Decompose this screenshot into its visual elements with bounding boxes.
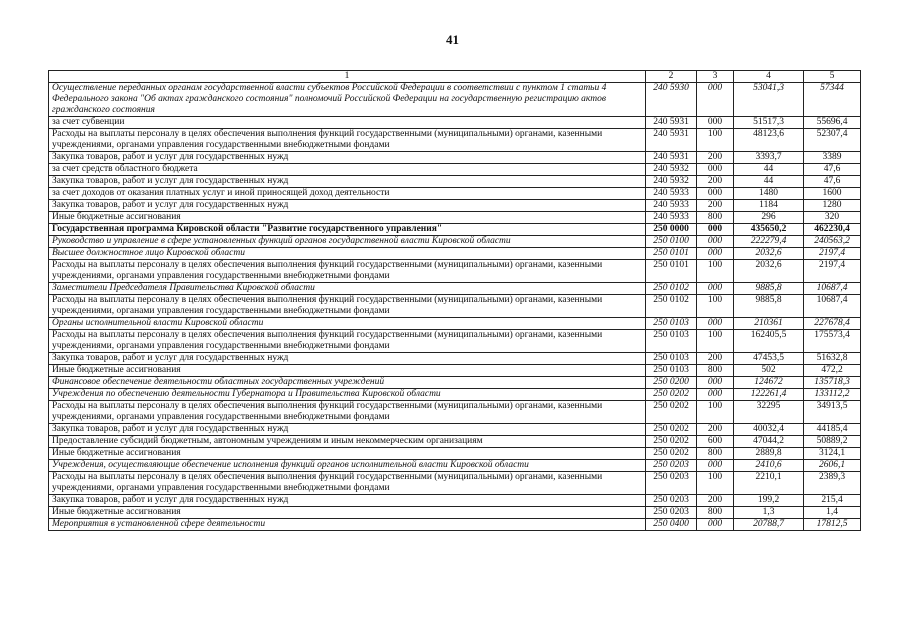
- row-value-2013: 1,3: [734, 507, 804, 519]
- row-code: 240 5931: [646, 152, 697, 164]
- table-row: [49, 129, 861, 152]
- row-value-2013: 199,2: [734, 495, 804, 507]
- table-row: [49, 248, 861, 260]
- row-kind: 600: [697, 436, 734, 448]
- row-code: 250 0100: [646, 236, 697, 248]
- row-name: Мероприятия в установленной сфере деятельности: [49, 519, 646, 531]
- row-code: 240 5933: [646, 200, 697, 212]
- row-value-2014: 10687,4: [804, 295, 861, 318]
- row-value-2014: 135718,3: [804, 377, 861, 389]
- row-kind: 000: [697, 117, 734, 129]
- row-value-2014: 175573,4: [804, 330, 861, 353]
- row-kind: 200: [697, 200, 734, 212]
- row-value-2014: 133112,2: [804, 389, 861, 401]
- table-row: [49, 224, 861, 236]
- row-value-2013: 222279,4: [734, 236, 804, 248]
- row-name: Осуществление переданных органам государственной власти субъектов Российской Федерации в соответствии с пунктом 1 статьи 4 Федерального закона "Об актах гражданского состояния" полномочий Российской Федерации на государственную регистрацию актов гражданского состояния: [49, 83, 646, 117]
- row-value-2014: 17812,5: [804, 519, 861, 531]
- row-kind: 100: [697, 129, 734, 152]
- row-name: Закупка товаров, работ и услуг для государственных нужд: [49, 176, 646, 188]
- header-col-2: 2: [646, 71, 697, 83]
- row-code: 250 0203: [646, 495, 697, 507]
- row-name: Расходы на выплаты персоналу в целях обеспечения выполнения функций государственными (муниципальными) органами, казенными учреждениями, органами управления государственными внебюджетными фондами: [49, 260, 646, 283]
- row-name: Расходы на выплаты персоналу в целях обеспечения выполнения функций государственными (муниципальными) органами, казенными учреждениями, органами управления государственными внебюджетными фондами: [49, 330, 646, 353]
- row-value-2014: 2389,3: [804, 472, 861, 495]
- row-code: 250 0000: [646, 224, 697, 236]
- row-code: 250 0202: [646, 424, 697, 436]
- row-value-2013: 47453,5: [734, 353, 804, 365]
- row-kind: 100: [697, 472, 734, 495]
- row-kind: 000: [697, 519, 734, 531]
- row-kind: 000: [697, 236, 734, 248]
- row-value-2014: 47,6: [804, 164, 861, 176]
- row-kind: 200: [697, 176, 734, 188]
- row-value-2013: 2889,8: [734, 448, 804, 460]
- header-col-3: 3: [697, 71, 734, 83]
- row-code: 250 0102: [646, 283, 697, 295]
- row-value-2013: 2210,1: [734, 472, 804, 495]
- table-body: [49, 83, 861, 531]
- row-value-2014: 44185,4: [804, 424, 861, 436]
- row-name: Закупка товаров, работ и услуг для государственных нужд: [49, 200, 646, 212]
- row-name: Заместители Председателя Правительства Кировской области: [49, 283, 646, 295]
- row-kind: 200: [697, 424, 734, 436]
- row-kind: 800: [697, 448, 734, 460]
- table-row: [49, 212, 861, 224]
- row-kind: 100: [697, 260, 734, 283]
- row-kind: 800: [697, 507, 734, 519]
- table-header-row: [49, 71, 861, 83]
- row-name: Высшее должностное лицо Кировской области: [49, 248, 646, 260]
- row-name: Закупка товаров, работ и услуг для государственных нужд: [49, 152, 646, 164]
- row-code: 240 5931: [646, 129, 697, 152]
- table-row: [49, 495, 861, 507]
- row-code: 250 0203: [646, 472, 697, 495]
- row-name: Закупка товаров, работ и услуг для государственных нужд: [49, 495, 646, 507]
- table-row: [49, 152, 861, 164]
- row-value-2014: 227678,4: [804, 318, 861, 330]
- table-row: [49, 295, 861, 318]
- row-value-2014: 1600: [804, 188, 861, 200]
- row-kind: 800: [697, 365, 734, 377]
- row-name: Органы исполнительной власти Кировской области: [49, 318, 646, 330]
- table-row: [49, 424, 861, 436]
- header-col-4: 4: [734, 71, 804, 83]
- row-code: 240 5932: [646, 164, 697, 176]
- row-kind: 800: [697, 212, 734, 224]
- row-name: Иные бюджетные ассигнования: [49, 212, 646, 224]
- row-name: Иные бюджетные ассигнования: [49, 507, 646, 519]
- row-value-2013: 210361: [734, 318, 804, 330]
- row-kind: 100: [697, 330, 734, 353]
- row-code: 250 0202: [646, 448, 697, 460]
- table-row: [49, 200, 861, 212]
- budget-table: [48, 70, 861, 531]
- row-value-2013: 9885,8: [734, 283, 804, 295]
- row-code: 250 0103: [646, 353, 697, 365]
- table-row: [49, 260, 861, 283]
- row-value-2014: 462230,4: [804, 224, 861, 236]
- row-code: 250 0400: [646, 519, 697, 531]
- row-name: Расходы на выплаты персоналу в целях обеспечения выполнения функций государственными (муниципальными) органами, казенными учреждениями, органами управления государственными внебюджетными фондами: [49, 401, 646, 424]
- row-value-2013: 3393,7: [734, 152, 804, 164]
- table-row: [49, 236, 861, 248]
- table-row: [49, 519, 861, 531]
- row-name: Расходы на выплаты персоналу в целях обеспечения выполнения функций государственными (муниципальными) органами, казенными учреждениями, органами управления государственными внебюджетными фондами: [49, 129, 646, 152]
- row-value-2013: 9885,8: [734, 295, 804, 318]
- row-kind: 000: [697, 164, 734, 176]
- row-kind: 000: [697, 389, 734, 401]
- row-kind: 100: [697, 401, 734, 424]
- row-code: 240 5932: [646, 176, 697, 188]
- row-value-2014: 34913,5: [804, 401, 861, 424]
- row-value-2013: 20788,7: [734, 519, 804, 531]
- row-code: 250 0102: [646, 295, 697, 318]
- row-value-2013: 122261,4: [734, 389, 804, 401]
- row-value-2013: 32295: [734, 401, 804, 424]
- row-kind: 200: [697, 152, 734, 164]
- row-value-2013: 2410,6: [734, 460, 804, 472]
- row-value-2013: 1480: [734, 188, 804, 200]
- row-name: Закупка товаров, работ и услуг для государственных нужд: [49, 424, 646, 436]
- row-name: Иные бюджетные ассигнования: [49, 365, 646, 377]
- row-value-2014: 51632,8: [804, 353, 861, 365]
- row-value-2013: 2032,6: [734, 248, 804, 260]
- row-kind: 000: [697, 248, 734, 260]
- header-col-5: 5: [804, 71, 861, 83]
- row-value-2013: 162405,5: [734, 330, 804, 353]
- row-code: 240 5933: [646, 212, 697, 224]
- table-row: [49, 448, 861, 460]
- row-kind: 100: [697, 295, 734, 318]
- row-name: за счет доходов от оказания платных услуг и иной приносящей доход деятельности: [49, 188, 646, 200]
- table-row: [49, 389, 861, 401]
- row-value-2013: 2032,6: [734, 260, 804, 283]
- row-name: Расходы на выплаты персоналу в целях обеспечения выполнения функций государственными (муниципальными) органами, казенными учреждениями, органами управления государственными внебюджетными фондами: [49, 472, 646, 495]
- row-kind: 200: [697, 353, 734, 365]
- row-kind: 000: [697, 318, 734, 330]
- row-value-2013: 47044,2: [734, 436, 804, 448]
- row-code: 250 0103: [646, 330, 697, 353]
- row-name: Учреждения, осуществляющие обеспечение исполнения функций органов исполнительной власти Кировской области: [49, 460, 646, 472]
- row-code: 250 0103: [646, 365, 697, 377]
- table-row: [49, 176, 861, 188]
- row-code: 250 0101: [646, 248, 697, 260]
- row-value-2013: 40032,4: [734, 424, 804, 436]
- row-value-2013: 124672: [734, 377, 804, 389]
- row-code: 250 0202: [646, 389, 697, 401]
- row-value-2014: 320: [804, 212, 861, 224]
- row-value-2013: 51517,3: [734, 117, 804, 129]
- row-value-2014: 57344: [804, 83, 861, 117]
- row-kind: 000: [697, 460, 734, 472]
- row-value-2013: 44: [734, 164, 804, 176]
- row-name: за счет средств областного бюджета: [49, 164, 646, 176]
- row-name: Предоставление субсидий бюджетным, автономным учреждениям и иным некоммерческим организациям: [49, 436, 646, 448]
- table-row: [49, 401, 861, 424]
- row-kind: 000: [697, 283, 734, 295]
- row-value-2014: 2197,4: [804, 248, 861, 260]
- table-row: [49, 83, 861, 117]
- row-value-2013: 435650,2: [734, 224, 804, 236]
- row-value-2013: 502: [734, 365, 804, 377]
- row-code: 250 0203: [646, 460, 697, 472]
- table-row: [49, 365, 861, 377]
- table-row: [49, 283, 861, 295]
- row-value-2014: 472,2: [804, 365, 861, 377]
- row-name: Руководство и управление в сфере установленных функций органов государственной власти Кировской области: [49, 236, 646, 248]
- row-code: 250 0101: [646, 260, 697, 283]
- row-name: Учреждения по обеспечению деятельности Губернатора и Правительства Кировской области: [49, 389, 646, 401]
- row-code: 240 5933: [646, 188, 697, 200]
- row-code: 250 0103: [646, 318, 697, 330]
- row-code: 240 5931: [646, 117, 697, 129]
- table-row: [49, 377, 861, 389]
- row-value-2014: 50889,2: [804, 436, 861, 448]
- table-row: [49, 188, 861, 200]
- row-name: Финансовое обеспечение деятельности областных государственных учреждений: [49, 377, 646, 389]
- row-value-2014: 1,4: [804, 507, 861, 519]
- row-kind: 200: [697, 495, 734, 507]
- row-name: за счет субвенции: [49, 117, 646, 129]
- row-value-2014: 47,6: [804, 176, 861, 188]
- table-row: [49, 164, 861, 176]
- row-code: 250 0200: [646, 377, 697, 389]
- page-number: 41: [446, 32, 459, 47]
- header-col-1: 1: [49, 71, 646, 83]
- row-kind: 000: [697, 83, 734, 117]
- table-row: [49, 117, 861, 129]
- table-row: [49, 507, 861, 519]
- row-name: Расходы на выплаты персоналу в целях обеспечения выполнения функций государственными (муниципальными) органами, казенными учреждениями, органами управления государственными внебюджетными фондами: [49, 295, 646, 318]
- row-value-2014: 10687,4: [804, 283, 861, 295]
- table-row: [49, 472, 861, 495]
- row-value-2014: 3124,1: [804, 448, 861, 460]
- row-value-2013: 48123,6: [734, 129, 804, 152]
- row-value-2013: 296: [734, 212, 804, 224]
- table-row: [49, 353, 861, 365]
- row-value-2013: 1184: [734, 200, 804, 212]
- row-value-2014: 215,4: [804, 495, 861, 507]
- row-value-2014: 52307,4: [804, 129, 861, 152]
- table-row: [49, 318, 861, 330]
- table-row: [49, 460, 861, 472]
- row-value-2013: 53041,3: [734, 83, 804, 117]
- row-name: Иные бюджетные ассигнования: [49, 448, 646, 460]
- row-code: 240 5930: [646, 83, 697, 117]
- table-row: [49, 330, 861, 353]
- row-value-2014: 2606,1: [804, 460, 861, 472]
- row-value-2014: 55696,4: [804, 117, 861, 129]
- row-kind: 000: [697, 377, 734, 389]
- row-code: 250 0203: [646, 507, 697, 519]
- row-value-2014: 1280: [804, 200, 861, 212]
- row-value-2014: 240563,2: [804, 236, 861, 248]
- row-value-2014: 3389: [804, 152, 861, 164]
- row-kind: 000: [697, 188, 734, 200]
- row-name: Государственная программа Кировской области "Развитие государственного управления": [49, 224, 646, 236]
- row-value-2013: 44: [734, 176, 804, 188]
- row-value-2014: 2197,4: [804, 260, 861, 283]
- table-row: [49, 436, 861, 448]
- row-code: 250 0202: [646, 401, 697, 424]
- row-kind: 000: [697, 224, 734, 236]
- row-name: Закупка товаров, работ и услуг для государственных нужд: [49, 353, 646, 365]
- row-code: 250 0202: [646, 436, 697, 448]
